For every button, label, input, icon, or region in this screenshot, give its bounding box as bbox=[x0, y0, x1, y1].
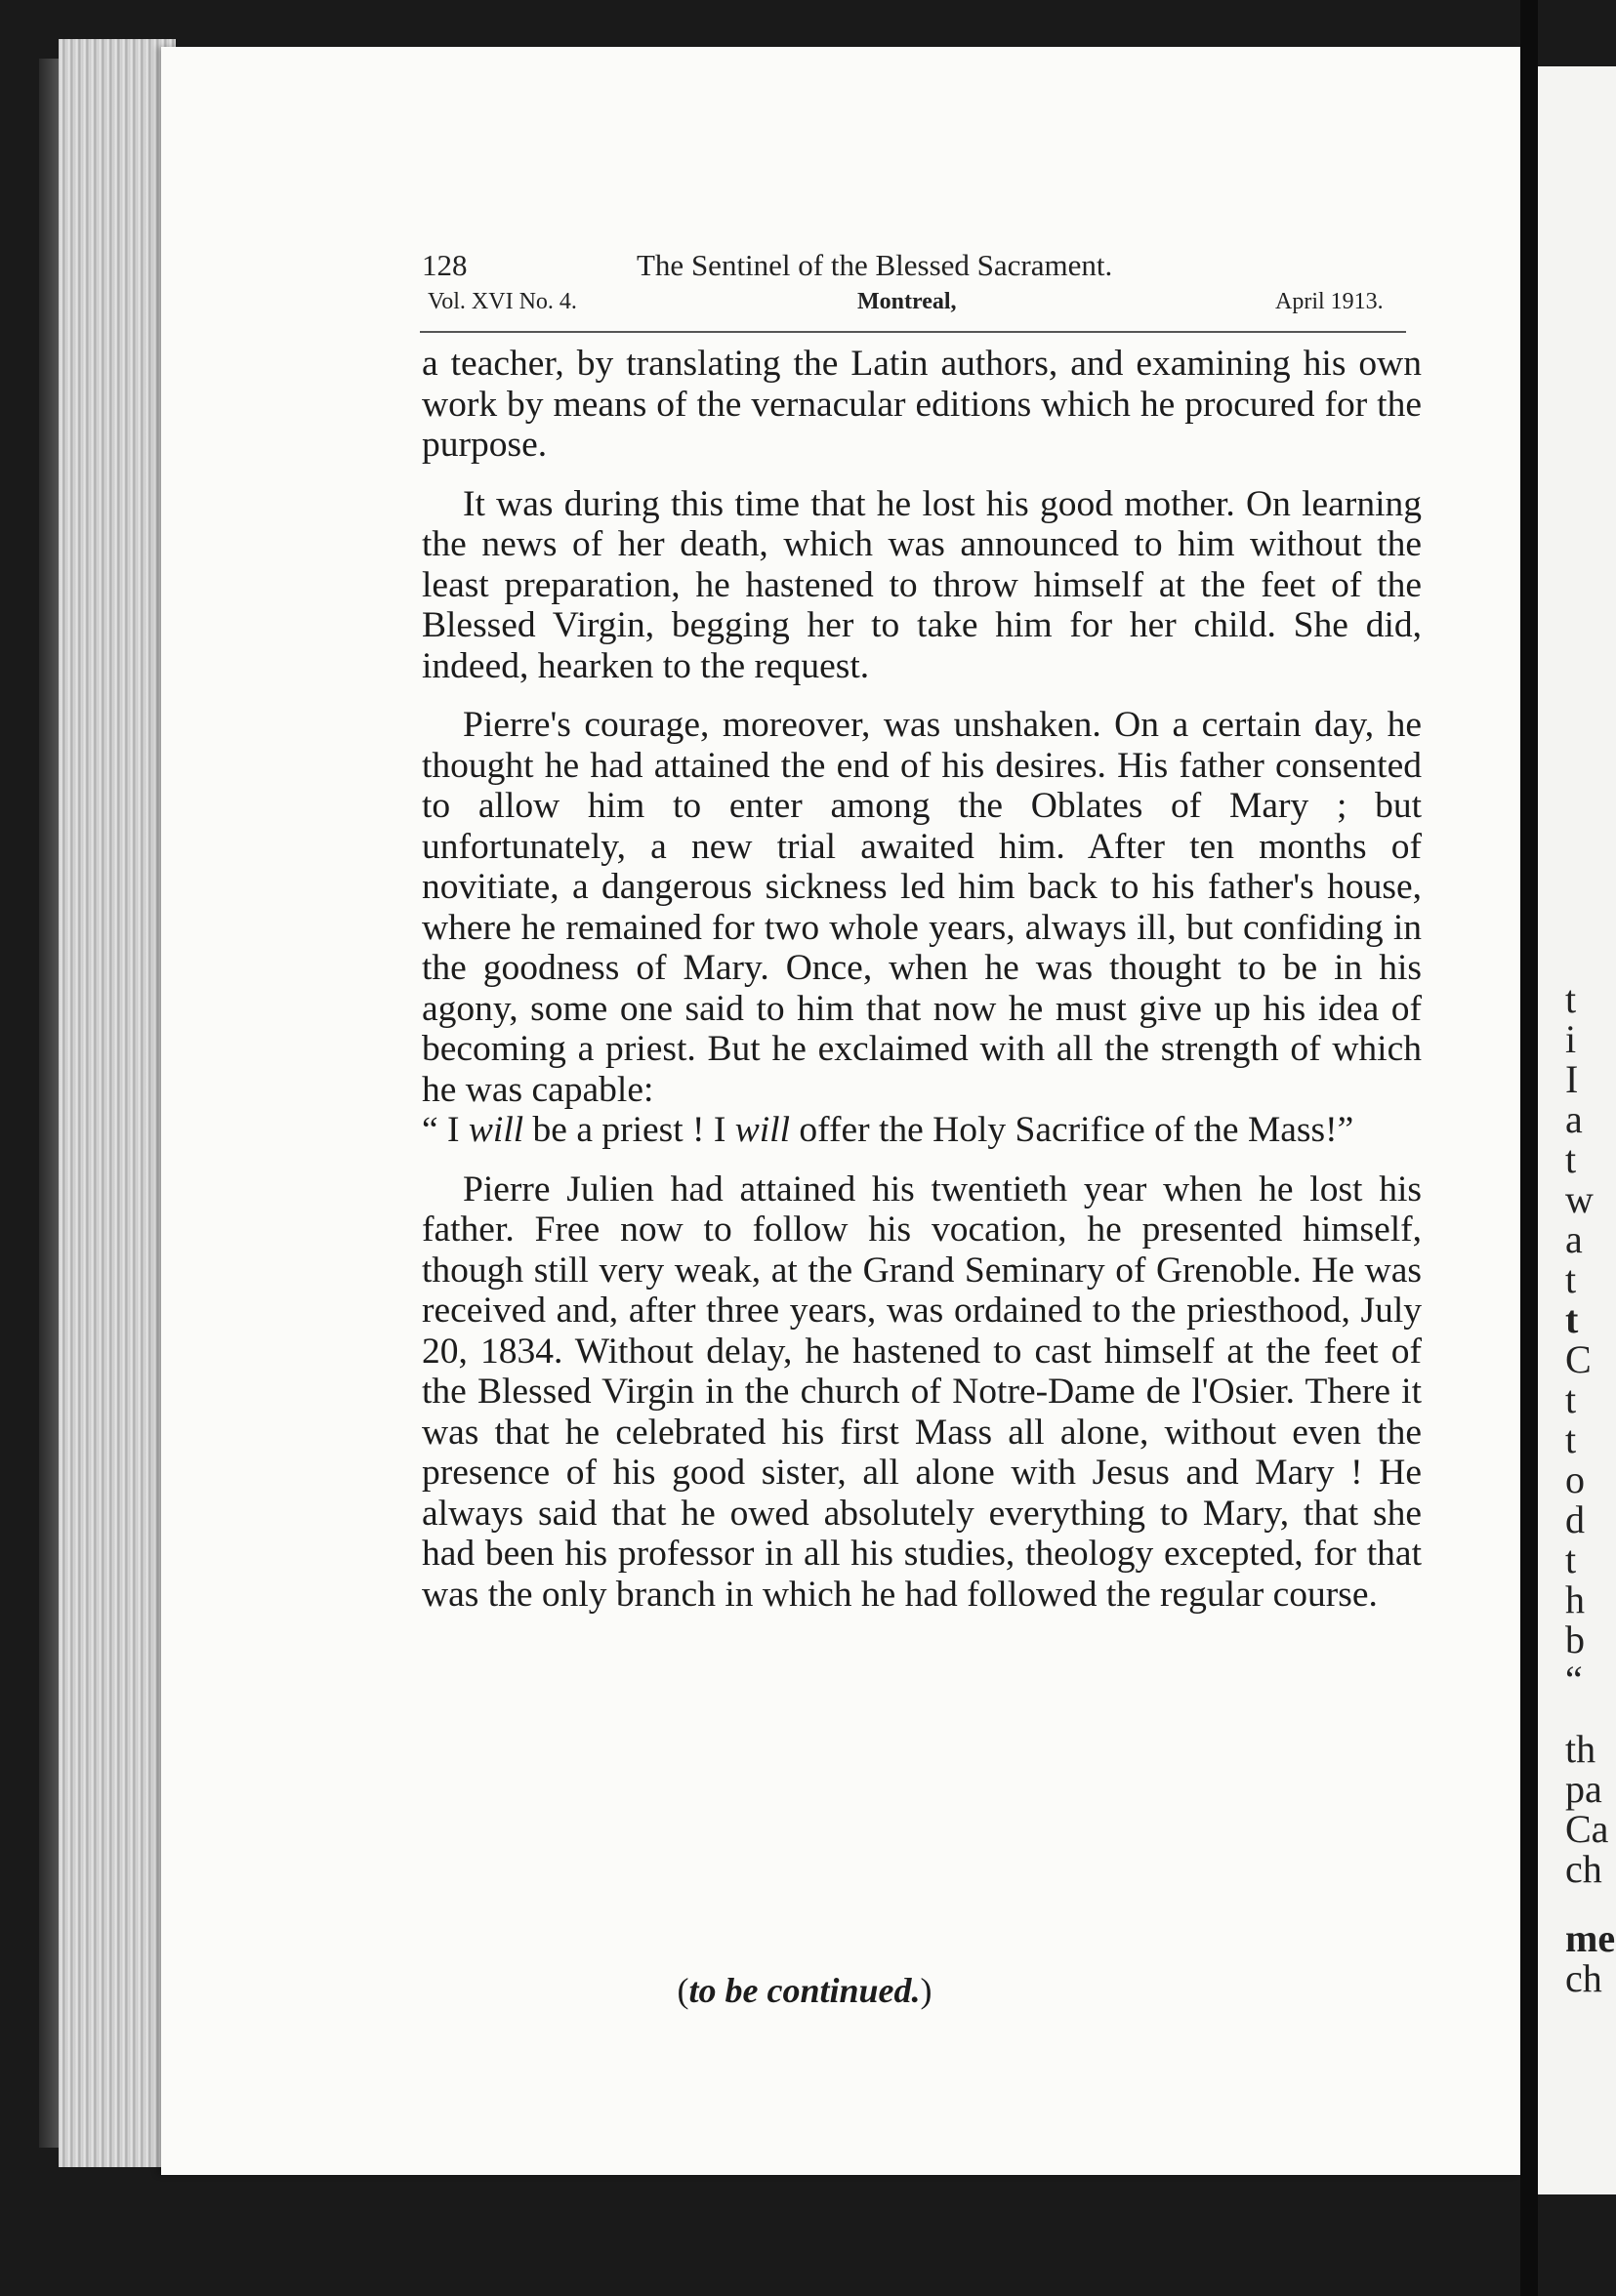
facing-page-fragment: a bbox=[1565, 1097, 1583, 1141]
facing-page-fragment: me bbox=[1565, 1916, 1616, 1960]
facing-page-fragment: I bbox=[1565, 1057, 1579, 1101]
book-gutter bbox=[1520, 0, 1538, 2296]
facing-page-fragment: C bbox=[1565, 1337, 1592, 1381]
facing-page-fragment: t bbox=[1565, 1417, 1577, 1461]
facing-page-fragment: t bbox=[1565, 1538, 1577, 1581]
facing-page-fragment: w bbox=[1565, 1177, 1594, 1221]
publication-title: The Sentinel of the Blessed Sacrament. bbox=[637, 248, 1113, 282]
continued-close-paren: ) bbox=[920, 1971, 932, 2010]
volume-number: Vol. XVI No. 4. bbox=[428, 289, 577, 314]
book-page-edges bbox=[59, 39, 176, 2167]
facing-page bbox=[1538, 66, 1616, 2194]
facing-page-fragment: h bbox=[1565, 1578, 1585, 1621]
quote-emphasis: will bbox=[734, 1110, 791, 1150]
facing-page-fragment: o bbox=[1565, 1457, 1585, 1501]
paragraph: a teacher, by translating the Latin authors, and examining his own work by means of the vernacular editions which he procured for the purpose. bbox=[422, 344, 1422, 465]
paragraph: Pierre Julien had attained his twentieth year when he lost his father. Free now to follow his vocation, he presented himself, though still very weak, at the Grand Seminary of Grenoble. He was received and, after three years, was ordained to the priesthood, July 20, 1834. Without delay, he hastened to cast himself at the feet of the Blessed Virgin in the church of Notre-Dame de l'Osier. There it was that he celebrated his first Mass all alone, without even the presence of his good sister, all alone with Jesus and Mary ! He always said that he owed absolutely everything to Mary, that she had been his professor in all his studies, theology excepted, for that was the only branch in which he had followed the regular course. bbox=[422, 1168, 1422, 1615]
facing-page-fragment: th bbox=[1565, 1727, 1596, 1771]
facing-page-fragment: t bbox=[1565, 1297, 1579, 1341]
facing-page-fragment: b bbox=[1565, 1618, 1585, 1661]
facing-page-fragment: a bbox=[1565, 1217, 1583, 1261]
continued-open-paren: ( bbox=[677, 1971, 689, 2010]
facing-page-fragment: ch bbox=[1565, 1847, 1602, 1891]
quote-open: “ I bbox=[422, 1110, 469, 1150]
facing-page-fragment: d bbox=[1565, 1497, 1585, 1541]
issue-city: Montreal, bbox=[857, 289, 957, 314]
facing-page-fragment: ch bbox=[1565, 1956, 1602, 2000]
facing-page-fragment: “ bbox=[1565, 1658, 1583, 1702]
issue-date: April 1913. bbox=[1275, 289, 1384, 314]
facing-page-fragment: Ca bbox=[1565, 1807, 1609, 1851]
facing-page-fragment: pa bbox=[1565, 1767, 1602, 1811]
paragraph: It was during this time that he lost his good mother. On learning the news of her death, which was announced to him without the least preparation, he hastened to throw himself at the feet of the Blessed Virgin, begging her to take him for her child. She did, indeed, hearken to the request. bbox=[422, 483, 1422, 686]
continued-text: to be continued. bbox=[688, 1971, 921, 2010]
page-number: 128 bbox=[422, 248, 468, 282]
header-rule bbox=[420, 331, 1406, 333]
quote-emphasis: will bbox=[468, 1110, 524, 1150]
quote-end: offer the Holy Sacrifice of the Mass!” bbox=[790, 1110, 1354, 1150]
facing-page-fragment: t bbox=[1565, 1377, 1577, 1421]
article-body bbox=[422, 344, 1422, 1633]
paragraph-text: Pierre's courage, moreover, was unshaken. On a certain day, he thought he had attained the end of his desires. His father consented to allow him to enter among the Oblates of Mary ; but unfortunately, a new trial awaited him. After ten months of novitiate, a dangerous sickness led him back to his father's house, where he remained for two whole years, always ill, but confiding in the goodness of Mary. Once, when he was thought to be in his agony, some one said to him that now he must give up his idea of becoming a priest. But he exclaimed with all the strength of which he was capable: bbox=[422, 705, 1422, 1110]
facing-page-fragment: t bbox=[1565, 1257, 1577, 1301]
facing-page-fragment: t bbox=[1565, 977, 1577, 1021]
quote-middle: be a priest ! I bbox=[523, 1110, 735, 1150]
facing-page-fragment: t bbox=[1565, 1137, 1577, 1181]
continued-note bbox=[0, 1970, 1609, 2011]
facing-page-fragment: i bbox=[1565, 1017, 1577, 1061]
paragraph bbox=[422, 705, 1422, 1151]
